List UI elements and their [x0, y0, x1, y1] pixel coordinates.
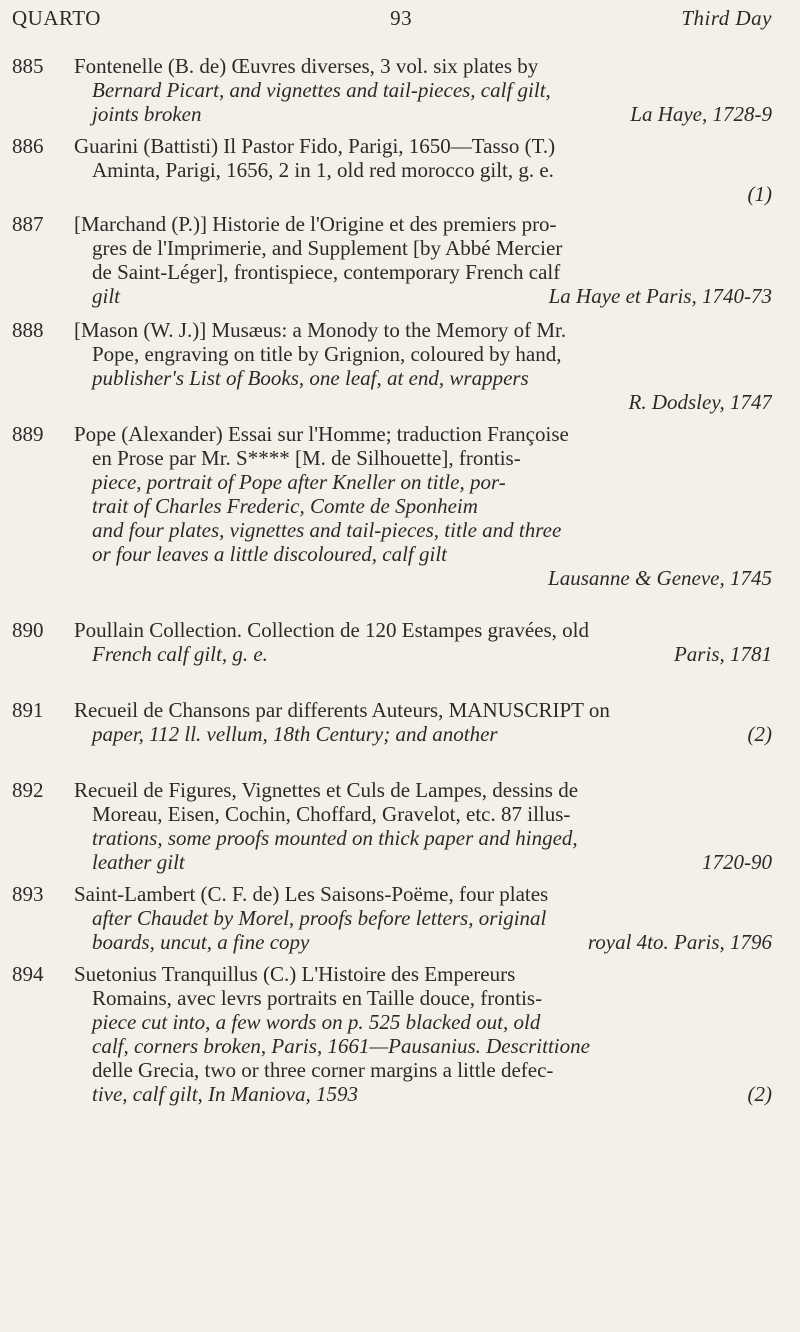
lot-line-text: leather gilt: [92, 850, 185, 874]
lot-number: 894: [12, 962, 44, 986]
lot-line: (1): [747, 182, 772, 206]
lot-description: [74, 698, 772, 746]
lot-line: Guarini (Battisti) Il Pastor Fido, Parigi, 1650—Tasso (T.): [74, 134, 556, 158]
lot-line-text: tive, calf gilt, In Maniova, 1593: [92, 1082, 358, 1106]
lot-entry: [12, 962, 772, 1106]
lot-line-text: boards, uncut, a fine copy: [92, 930, 310, 954]
lot-number: 887: [12, 212, 44, 236]
header-format: QUARTO: [12, 6, 101, 30]
lot-line: [74, 102, 772, 126]
lot-line: [Mason (W. J.)] Musæus: a Monody to the Memory of Mr.: [74, 318, 567, 342]
lot-imprint: (2): [747, 722, 772, 746]
lot-line: Aminta, Parigi, 1656, 2 in 1, old red morocco gilt, g. e.: [92, 158, 554, 182]
lot-line: delle Grecia, two or three corner margins a little defec-: [92, 1058, 554, 1082]
lot-line: [74, 284, 772, 308]
lot-entry: [12, 882, 772, 954]
header-day: Third Day: [681, 6, 772, 30]
lot-description: [74, 318, 772, 414]
lot-line: Pope (Alexander) Essai sur l'Homme; traduction Françoise: [74, 422, 569, 446]
lot-number: 890: [12, 618, 44, 642]
lot-line: Recueil de Figures, Vignettes et Culs de Lampes, dessins de: [74, 778, 579, 802]
lot-line: calf, corners broken, Paris, 1661—Pausanius. Descrittione: [92, 1034, 590, 1058]
lot-line: Poullain Collection. Collection de 120 Estampes gravées, old: [74, 618, 589, 642]
lot-imprint: 1720-90: [702, 850, 772, 874]
lot-line-text: gilt: [92, 284, 121, 308]
lot-line-text: joints broken: [92, 102, 202, 126]
lot-description: [74, 134, 772, 206]
lot-line: Recueil de Chansons par differents Auteurs, MANUSCRIPT on: [74, 698, 610, 722]
lot-line: [74, 1082, 772, 1106]
lot-description: [74, 54, 772, 126]
lot-line: Saint-Lambert (C. F. de) Les Saisons-Poëme, four plates: [74, 882, 549, 906]
lot-imprint: Paris, 1781: [673, 642, 772, 666]
lot-line: en Prose par Mr. S**** [M. de Silhouette], frontis-: [92, 446, 521, 470]
lot-line: or four leaves a little discoloured, calf gilt: [92, 542, 448, 566]
lot-imprint: La Haye, 1728-9: [630, 102, 772, 126]
lot-number: 891: [12, 698, 44, 722]
lot-entry: [12, 318, 772, 414]
lot-number: 892: [12, 778, 44, 802]
lot-line: trait of Charles Frederic, Comte de Sponheim: [92, 494, 478, 518]
lot-number: 889: [12, 422, 44, 446]
lot-imprint: royal 4to. Paris, 1796: [587, 930, 772, 954]
lot-line: gres de l'Imprimerie, and Supplement [by Abbé Mercier: [92, 236, 563, 260]
lot-number: 888: [12, 318, 44, 342]
lot-entry: [12, 54, 772, 126]
lot-number: 886: [12, 134, 44, 158]
lot-line: [Marchand (P.)] Historie de l'Origine et des premiers pro-: [74, 212, 557, 236]
lot-description: [74, 962, 772, 1106]
lot-line-text: French calf gilt, g. e.: [92, 642, 268, 666]
lot-line: R. Dodsley, 1747: [628, 390, 772, 414]
lot-line: [74, 722, 772, 746]
lot-entry: [12, 778, 772, 874]
lot-line: de Saint-Léger], frontispiece, contemporary French calf: [92, 260, 561, 284]
lot-line: Moreau, Eisen, Cochin, Choffard, Gravelot, etc. 87 illus-: [92, 802, 571, 826]
lot-line: Romains, avec levrs portraits en Taille douce, frontis-: [92, 986, 543, 1010]
lot-number: 885: [12, 54, 44, 78]
lot-line: piece, portrait of Pope after Kneller on title, por-: [92, 470, 506, 494]
lot-description: [74, 212, 772, 308]
lot-entry: [12, 698, 772, 746]
lot-line: Fontenelle (B. de) Œuvres diverses, 3 vol. six plates by: [74, 54, 539, 78]
page-header: [12, 0, 772, 48]
lot-line: Bernard Picart, and vignettes and tail-pieces, calf gilt,: [92, 78, 551, 102]
lot-entry: [12, 422, 772, 590]
lot-line: trations, some proofs mounted on thick paper and hinged,: [92, 826, 578, 850]
lot-entry: [12, 618, 772, 666]
lot-line: publisher's List of Books, one leaf, at end, wrappers: [92, 366, 529, 390]
lot-line: Lausanne & Geneve, 1745: [548, 566, 772, 590]
lot-line: after Chaudet by Morel, proofs before letters, original: [92, 906, 547, 930]
lot-imprint: (2): [747, 1082, 772, 1106]
lot-line: [74, 642, 772, 666]
lot-line: piece cut into, a few words on p. 525 blacked out, old: [92, 1010, 541, 1034]
lot-description: [74, 778, 772, 874]
lot-description: [74, 882, 772, 954]
lot-line: Suetonius Tranquillus (C.) L'Histoire des Empereurs: [74, 962, 516, 986]
lot-description: [74, 618, 772, 666]
lot-entry: [12, 134, 772, 206]
lot-line: and four plates, vignettes and tail-pieces, title and three: [92, 518, 562, 542]
lot-description: [74, 422, 772, 590]
lot-number: 893: [12, 882, 44, 906]
lot-line: Pope, engraving on title by Grignion, coloured by hand,: [92, 342, 562, 366]
lot-line-text: paper, 112 ll. vellum, 18th Century; and another: [92, 722, 498, 746]
page-number: 93: [390, 6, 413, 30]
lot-entry: [12, 212, 772, 308]
lot-line: [74, 850, 772, 874]
lot-line: [74, 930, 772, 954]
lot-imprint: La Haye et Paris, 1740-73: [548, 284, 772, 308]
